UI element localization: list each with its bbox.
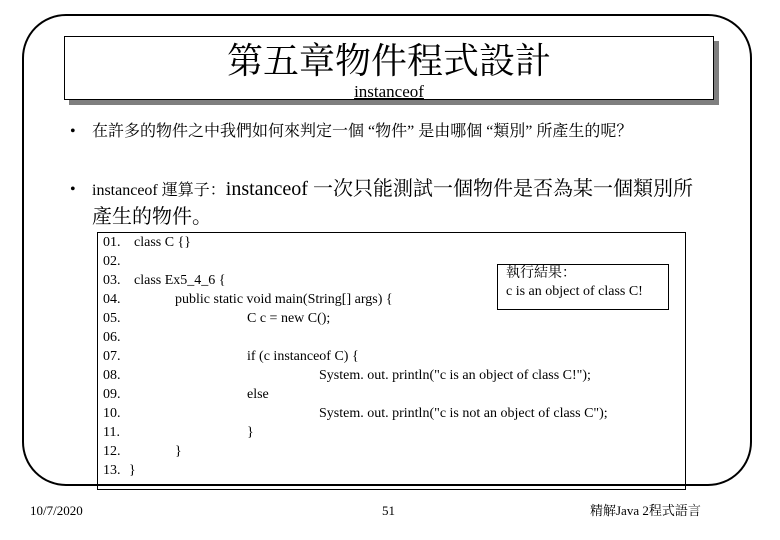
code-line-text: class C {} bbox=[134, 235, 191, 250]
bullet-2-text: instanceof 一次只能測試一個物件是否為某一個類別所產生的物件。 bbox=[92, 178, 693, 228]
bullet-1: 在許多的物件之中我們如何來判定一個 “物件” 是由哪個 “類別” 所產生的呢？ bbox=[92, 123, 633, 140]
code-line-num: 13. bbox=[103, 463, 121, 478]
code-line-text: class Ex5_4_6 { bbox=[134, 273, 226, 288]
code-line-text: } bbox=[175, 444, 182, 459]
result-output: c is an object of class C! bbox=[506, 284, 643, 299]
footer-book-title: 精解Java 2程式語言 bbox=[590, 503, 701, 518]
title-box bbox=[64, 36, 714, 100]
result-label: 執行結果： bbox=[506, 266, 576, 281]
bullet-dot-2: • bbox=[70, 181, 76, 198]
code-line-text: public static void main(String[] args) { bbox=[175, 292, 393, 307]
code-line-text: } bbox=[129, 463, 136, 478]
bullet-2-prefix: instanceof 運算子： bbox=[92, 182, 226, 199]
code-line-num: 06. bbox=[103, 330, 121, 345]
code-line-num: 11. bbox=[103, 425, 120, 440]
bullet-2 bbox=[92, 176, 712, 231]
bullet-dot-1: • bbox=[70, 123, 76, 140]
code-line-num: 03. bbox=[103, 273, 121, 288]
code-line-text: System. out. println("c is an object of class C!"); bbox=[319, 368, 591, 383]
code-line-text: } bbox=[247, 425, 254, 440]
code-line-num: 07. bbox=[103, 349, 121, 364]
code-line-text: else bbox=[247, 387, 269, 402]
code-line-num: 08. bbox=[103, 368, 121, 383]
code-line-text: if (c instanceof C) { bbox=[247, 349, 359, 364]
slide-subtitle: instanceof bbox=[354, 82, 424, 101]
footer-date: 10/7/2020 bbox=[30, 503, 83, 518]
code-line-num: 05. bbox=[103, 311, 121, 326]
code-line-num: 09. bbox=[103, 387, 121, 402]
result-box bbox=[497, 264, 669, 310]
footer-page-number: 51 bbox=[382, 503, 395, 518]
code-line-num: 10. bbox=[103, 406, 121, 421]
code-line-num: 01. bbox=[103, 235, 121, 250]
code-line-text: C c = new C(); bbox=[247, 311, 331, 326]
code-line-num: 02. bbox=[103, 254, 121, 269]
code-line-num: 12. bbox=[103, 444, 121, 459]
slide-title: 第五章物件程式設計 bbox=[226, 41, 551, 81]
code-line-num: 04. bbox=[103, 292, 121, 307]
code-line-text: System. out. println("c is not an object of class C"); bbox=[319, 406, 608, 421]
